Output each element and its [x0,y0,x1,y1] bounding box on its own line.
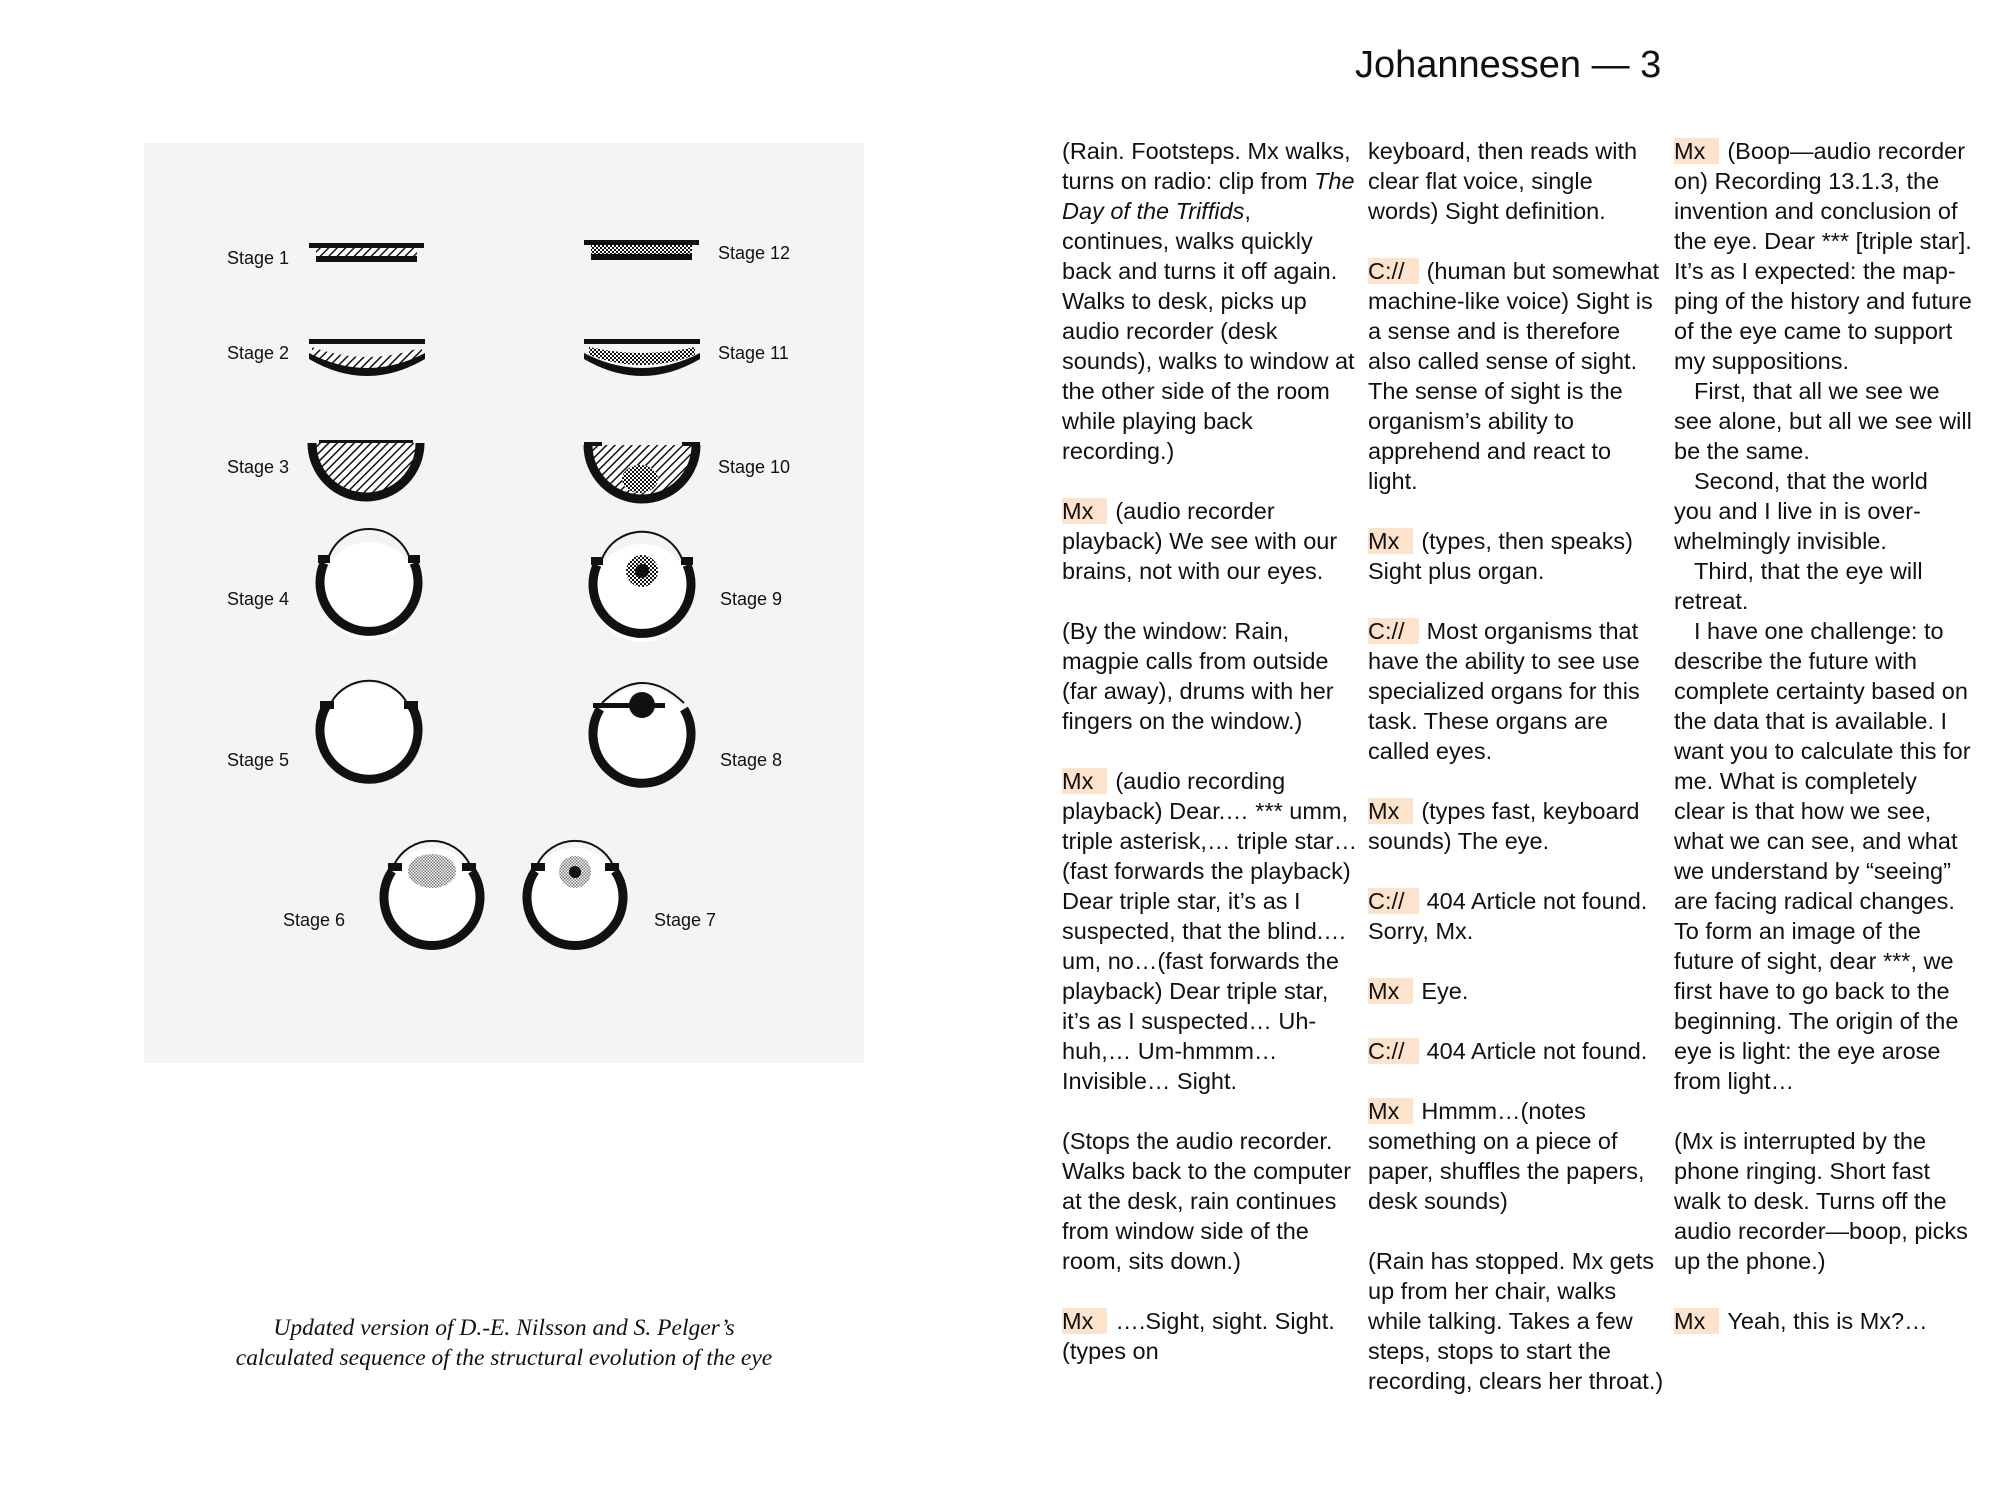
paragraph: I have one challenge: to describe the future with complete certainty based on the data that is available. I want you to calculate this for me. What is completely clear is that how we see, what we can see, and what we understand by “seeing” are facing radical changes. To form an image of the future of sight, dear ***, we first have to go back to the beginning. The origin of the eye is light: the eye arose from light… [1674,618,1971,1094]
paragraph [1062,136,1360,466]
text-column-3 [1674,136,1972,1336]
stage-label-3: Stage 3 [227,457,290,477]
speaker-tag: Mx [1368,978,1413,1004]
stage-label-10: Stage 10 [718,457,791,477]
book-title: The Day of the Triffids [1062,168,1355,224]
eye-stage-3 [312,440,420,497]
eye-stage-5 [320,681,418,782]
dialogue-line [1368,886,1666,946]
text-column-2 [1368,136,1666,1396]
speaker-tag: Mx [1062,768,1107,794]
speaker-tag: Mx [1368,528,1413,554]
dialogue-line [1368,1036,1666,1066]
stage-label-2: Stage 2 [227,343,290,363]
speaker-tag: Mx [1368,1098,1413,1124]
paragraph: (Mx is interrupted by the phone ringing. Short fast walk to desk. Turns off the audio recorder—boop, picks up the phone.) [1674,1128,1968,1274]
caption-line-2: calculated sequence of the structural evolution of the eye [235,1345,773,1371]
speaker-tag: C:// [1368,1038,1419,1064]
dialogue-line [1368,526,1666,586]
eye-stage-8 [593,683,691,785]
dialogue-line [1062,1306,1360,1366]
speaker-tag: Mx [1674,138,1719,164]
text: (audio recorder playback) We see with our brains, not with our eyes. [1062,498,1338,584]
dialogue-line [1368,256,1666,496]
figure-panel [144,143,864,1063]
dialogue-line [1368,976,1666,1006]
text: 404 Article not found. Sorry, Mx. [1368,888,1648,944]
eye-stage-9 [591,532,693,642]
dialogue-line [1674,1306,1972,1336]
eye-stage-10 [584,442,700,499]
eye-stage-4 [318,529,420,640]
text: (audio recording playback) Dear.… *** umm, triple asterisk,… triple star…(fast forwards the playback) Dear triple star, it’s as I suspected, that the blind.…um, no…(fast forwards the playback) Dear triple star, it’s as I suspected… Uh-huh,… Um-hmmm… Invisible… Sight. [1062,768,1358,1094]
paragraph: (Rain has stopped. Mx gets up from her chair, walks while talking. Takes a few steps, stops to start the recording, clears her throat.) [1368,1248,1664,1394]
speaker-tag: C:// [1368,258,1419,284]
stage-label-12: Stage 12 [718,243,791,263]
text: Hmmm…(notes something on a piece of paper, shuffles the papers, desk sounds) [1368,1098,1645,1214]
eye-stage-12 [584,240,699,260]
dialogue-line [1062,496,1360,586]
paragraph: Third, that the eye will retreat. [1674,558,1923,614]
dialogue-line [1368,1096,1666,1216]
stage-label-4: Stage 4 [227,589,290,609]
stage-label-11: Stage 11 [718,343,789,363]
paragraph: (By the window: Rain, magpie calls from outside (far away), drums with her fingers on the window.) [1062,618,1334,734]
dialogue-line [1674,136,1972,376]
text: (types fast, keyboard sounds) The eye. [1368,798,1640,854]
dialogue-line [1368,616,1666,766]
stage-label-6: Stage 6 [283,910,346,930]
eye-stage-1 [309,243,424,262]
speaker-tag: C:// [1368,618,1419,644]
text: (types, then speaks) Sight plus organ. [1368,528,1633,584]
paragraph: (Stops the audio recorder. Walks back to the computer at the desk, rain continues from window side of the room, sits down.) [1062,1128,1352,1274]
eye-evolution-diagram [144,143,864,1063]
stage-label-1: Stage 1 [227,248,290,268]
text: ….Sight, sight. Sight. (types on [1062,1308,1335,1364]
text: , continues, walks quickly back and turns it off again. Walks to desk, picks up audio recorder (desk sounds), walks to window at the other side of the room while playing back recording.) [1062,198,1355,464]
speaker-tag: Mx [1368,798,1413,824]
dialogue-line [1062,766,1360,1096]
text: (Boop—audio recorder on) Recording 13.1.3, the invention and conclusion of the eye. Dear *** [triple star]. It’s as I expected: the mapping of the history and future of the eye came to support my suppositions. [1674,138,1972,374]
text: 404 Article not found. [1426,1038,1648,1064]
paragraph: First, that all we see we see alone, but all we see will be the same. [1674,378,1972,464]
stage-label-8: Stage 8 [720,750,783,770]
stage-label-9: Stage 9 [720,589,783,609]
text: (human but somewhat machine-like voice) Sight is a sense and is therefore also called sense of sight. The sense of sight is the organism’s ability to apprehend and react to light. [1368,258,1660,494]
speaker-tag: Mx [1062,1308,1107,1334]
dialogue-line [1368,796,1666,856]
text-column-1 [1062,136,1360,1366]
paragraph: Second, that the world you and I live in is overwhelmingly invisible. [1674,468,1928,554]
stage-label-7: Stage 7 [654,910,717,930]
eye-stage-7 [527,841,623,946]
caption-line-1: Updated version of D.-E. Nilsson and S. Pelger’s [273,1315,735,1341]
running-head: Johannessen — 3 [1355,44,1662,86]
speaker-tag: C:// [1368,888,1419,914]
eye-stage-6 [384,841,480,946]
text: Most organisms that have the ability to see use specialized organs for this task. These organs are called eyes. [1368,618,1640,764]
stage-label-5: Stage 5 [227,750,290,770]
text: (Rain. Footsteps. Mx walks, turns on radio: clip from [1062,138,1351,194]
text: Eye. [1421,978,1469,1004]
eye-stage-11 [584,339,700,376]
speaker-tag: Mx [1674,1308,1719,1334]
figure-caption [144,1313,864,1373]
text: Yeah, this is Mx?… [1727,1308,1928,1334]
paragraph: keyboard, then reads with clear flat voice, single words) Sight definition. [1368,138,1638,224]
speaker-tag: Mx [1062,498,1107,524]
eye-stage-2 [309,339,425,376]
